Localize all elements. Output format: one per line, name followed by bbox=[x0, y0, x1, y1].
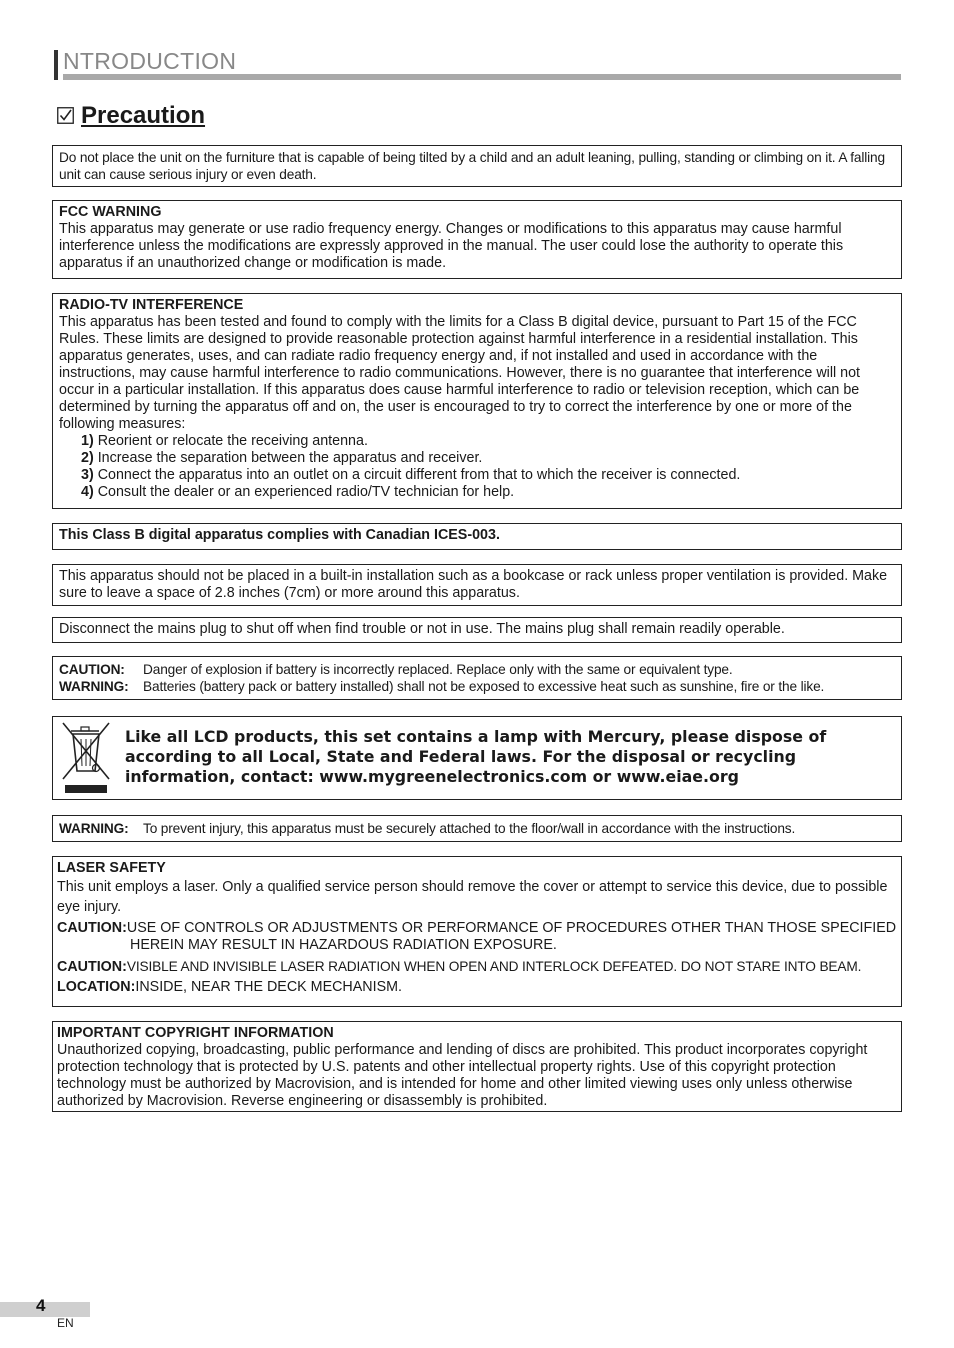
battery-caution-row bbox=[59, 661, 895, 678]
fcc-warning-text: This apparatus may generate or use radio frequency energy. Changes or modifications to this apparatus may cause harmful interference unless the modifications are expressly approved in the manual. The user could lose the authority to operate this apparatus if an unauthorized change or modification is made. bbox=[59, 221, 844, 271]
list-item: 1) Reorient or relocate the receiving antenna. bbox=[81, 433, 368, 449]
radio-tv-text: This apparatus has been tested and found to comply with the limits for a Class B digital device, pursuant to Part 15 of the FCC Rules. These limits are designed to provide reasonable protection against harmful interference in a residential installation. This apparatus generates, uses, and can radiate radio frequency energy and, if not installed and used in accordance with the instructions, may cause harmful interference to radio communications. However, there is no guarantee that interference will not occur in a particular installation. If this apparatus does cause harmful interference to radio or television reception, which can be determined by turning the apparatus off and on, the user is encouraged to try to correct the interference by one or more of the following measures: bbox=[59, 314, 861, 432]
copyright-box bbox=[52, 1021, 902, 1112]
checkbox-icon bbox=[57, 107, 74, 124]
header-rule bbox=[63, 74, 901, 80]
radio-tv-box bbox=[52, 293, 902, 509]
laser-caution-1: CAUTION:USE OF CONTROLS OR ADJUSTMENTS OR PERFORMANCE OF PROCEDURES OTHER THAN THOSE SPECIFIED HEREIN MAY RESULT IN HAZARDOUS RADIATION EXPOSURE. bbox=[57, 920, 897, 953]
chapter-title: NTRODUCTION bbox=[63, 48, 237, 74]
chapter-header bbox=[54, 48, 902, 82]
list-item: 4) Consult the dealer or an experienced radio/TV technician for help. bbox=[81, 484, 515, 500]
copyright-heading: IMPORTANT COPYRIGHT INFORMATION bbox=[57, 1025, 334, 1041]
canada-compliance-box bbox=[52, 523, 902, 550]
secure-warning-row bbox=[59, 820, 895, 837]
warning-label: WARNING: bbox=[59, 679, 129, 694]
battery-warning-row bbox=[59, 678, 895, 695]
recycling-text: Like all LCD products, this set contains a lamp with Mercury, please dispose of according to all Local, State and Federal laws. For the disposal or recycling information, contact: www.mygreenelectronics.com or www.eiae.org bbox=[125, 727, 827, 786]
laser-safety-heading: LASER SAFETY bbox=[57, 860, 166, 876]
secure-warning-box bbox=[52, 815, 902, 842]
language-label: EN bbox=[57, 1316, 74, 1330]
tilt-warning-text: Do not place the unit on the furniture that is capable of being tilted by a child and an adult leaning, pulling, standing or climbing on it. A falling unit can cause serious injury or even death. bbox=[59, 150, 885, 182]
secure-warning-text: To prevent injury, this apparatus must be securely attached to the floor/wall in accordance with the instructions. bbox=[143, 821, 796, 836]
mains-plug-text: Disconnect the mains plug to shut off when find trouble or not in use. The mains plug shall remain readily operable. bbox=[59, 621, 785, 637]
page-number-tab bbox=[0, 1296, 90, 1317]
warning-text: Batteries (battery pack or battery installed) shall not be exposed to excessive heat such as sunshine, fire or the like. bbox=[143, 679, 825, 694]
canada-compliance-text: This Class B digital apparatus complies with Canadian ICES-003. bbox=[59, 527, 500, 543]
laser-location: LOCATION:INSIDE, NEAR THE DECK MECHANISM. bbox=[57, 979, 403, 995]
laser-safety-box bbox=[52, 856, 902, 1007]
crossed-out-bin-icon bbox=[61, 721, 115, 795]
mains-plug-box bbox=[52, 617, 902, 643]
measures-list bbox=[59, 433, 895, 501]
fcc-warning-box bbox=[52, 200, 902, 279]
list-item: 3) Connect the apparatus into an outlet on a circuit different from that to which the receiver is connected. bbox=[81, 467, 741, 483]
caution-label: CAUTION: bbox=[59, 662, 125, 677]
page-number: 4 bbox=[36, 1296, 46, 1315]
list-item: 2) Increase the separation between the apparatus and receiver. bbox=[81, 450, 483, 466]
section-title-text: Precaution bbox=[81, 102, 206, 129]
tilt-warning-box bbox=[52, 145, 902, 187]
warning-label: WARNING: bbox=[59, 821, 129, 836]
caution-text: Danger of explosion if battery is incorrectly replaced. Replace only with the same or equivalent type. bbox=[143, 662, 733, 677]
ventilation-text: This apparatus should not be placed in a built-in installation such as a bookcase or rack unless proper ventilation is provided. Make sure to leave a space of 2.8 inches (7cm) or more around this apparatus. bbox=[59, 568, 888, 601]
ventilation-box bbox=[52, 564, 902, 606]
header-bar bbox=[54, 50, 58, 80]
radio-tv-heading: RADIO-TV INTERFERENCE bbox=[59, 297, 244, 313]
laser-caution-2: CAUTION:VISIBLE AND INVISIBLE LASER RADIATION WHEN OPEN AND INTERLOCK DEFEATED. DO NOT STARE INTO BEAM. bbox=[57, 959, 862, 975]
laser-safety-text: This unit employs a laser. Only a qualified service person should remove the cover or attempt to service this device, due to possible eye injury. bbox=[57, 879, 888, 915]
recycling-box bbox=[52, 716, 902, 800]
copyright-text: Unauthorized copying, broadcasting, public performance and lending of discs are prohibited. This product incorporates copyright protection technology that is protected by U.S. patents and other intellectual property rights. Use of this copyright protection technology must be authorized by Macrovision, and is intended for home and other limited viewing uses only unless otherwise authorized by Macrovision. Reverse engineering or disassembly is prohibited. bbox=[57, 1042, 868, 1109]
battery-box bbox=[52, 656, 902, 700]
fcc-warning-heading: FCC WARNING bbox=[59, 204, 162, 220]
